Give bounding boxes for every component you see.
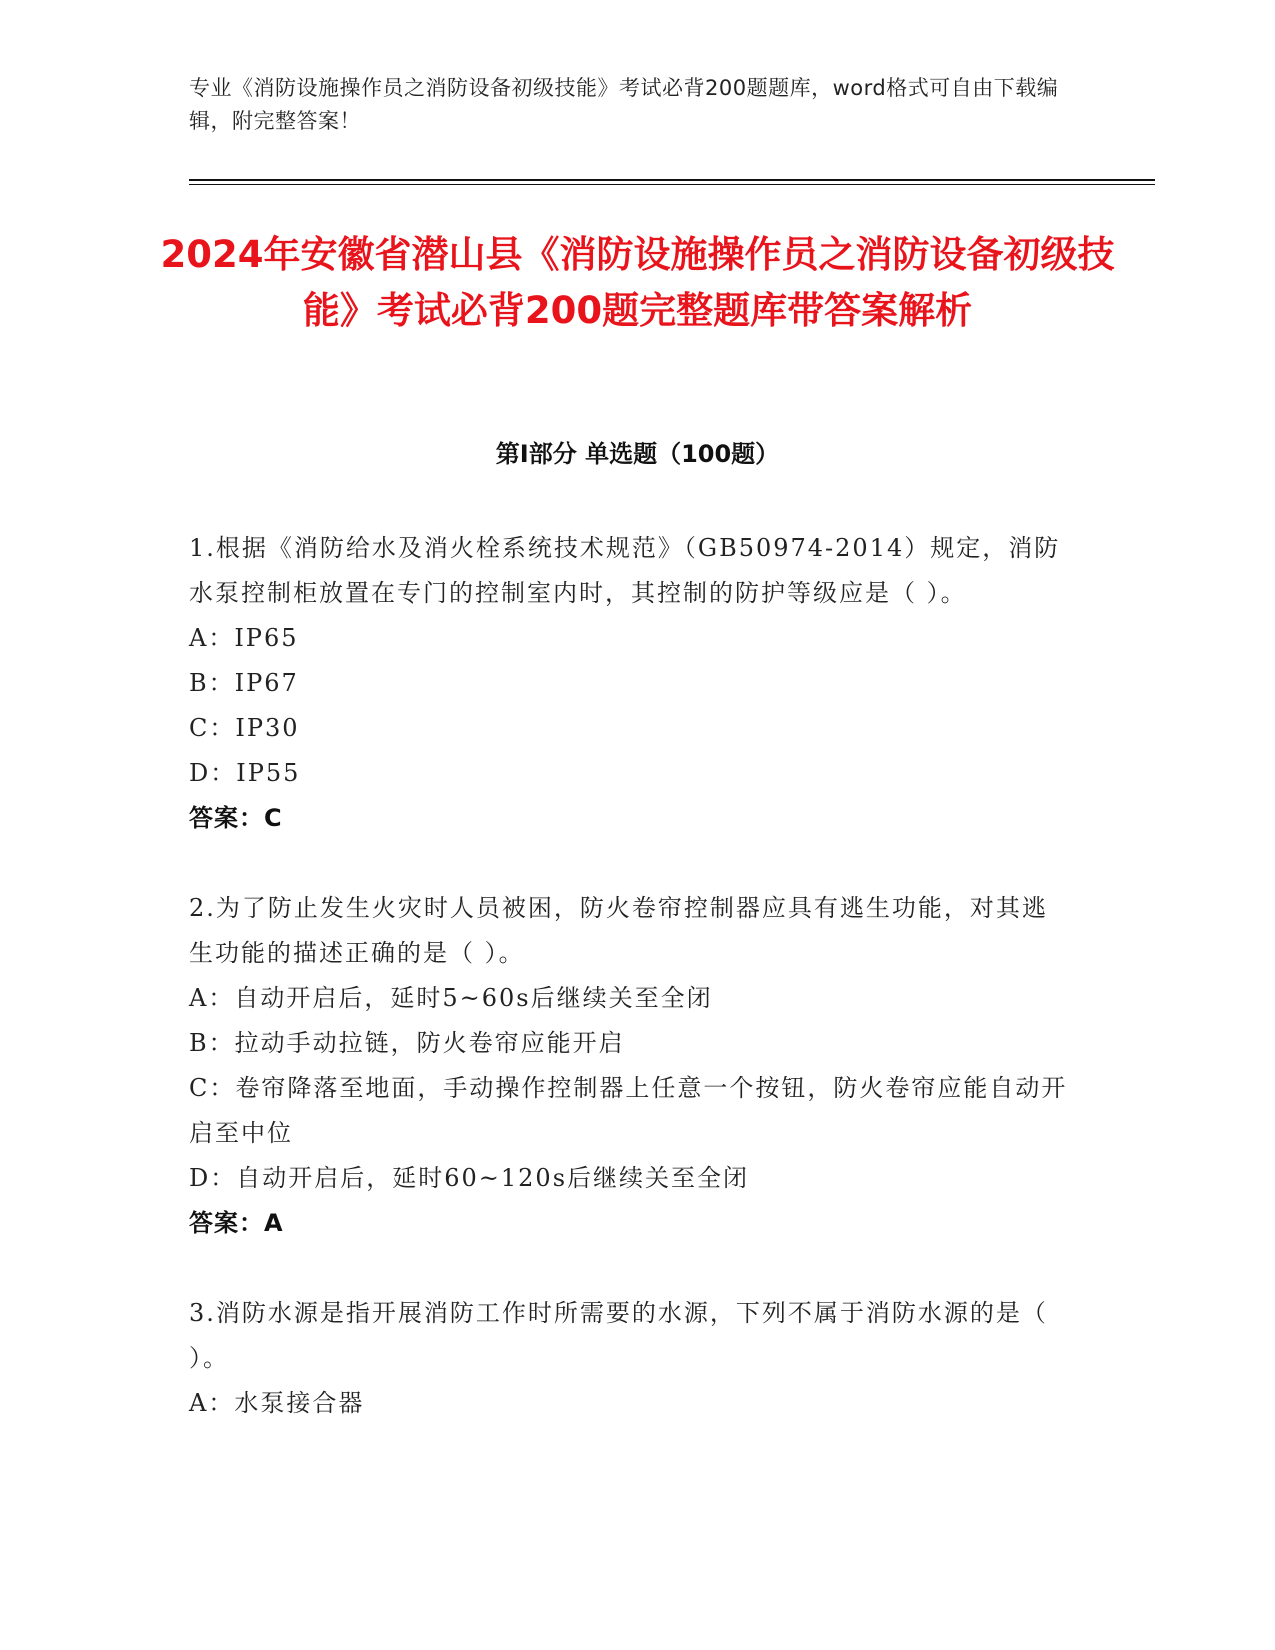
document-title: 2024年安徽省潜山县《消防设施操作员之消防设备初级技能》考试必背200题完整题库带答案解析: [160, 233, 1115, 332]
option-b: B：拉动手动拉链，防火卷帘应能开启: [189, 1029, 625, 1057]
option-c: C：卷帘降落至地面，手动操作控制器上任意一个按钮，防火卷帘应能自动开启至中位: [189, 1074, 1068, 1147]
header-divider-thick: [189, 179, 1155, 181]
header-divider-thin: [189, 184, 1155, 185]
question-spacer: [189, 841, 1069, 886]
question-list: [189, 526, 1069, 1426]
option-d: D：自动开启后，延时60~120s后继续关至全闭: [189, 1164, 750, 1192]
header-note: 专业《消防设施操作员之消防设备初级技能》考试必背200题题库，word格式可自由下载编辑，附完整答案！: [189, 76, 1059, 133]
question-stem: 1.根据《消防给水及消火栓系统技术规范》（GB50974-2014）规定，消防水泵控制柜放置在专门的控制室内时，其控制的防护等级应是（ ）。: [189, 534, 1061, 607]
option-c: C：IP30: [189, 714, 300, 742]
option-a: A：水泵接合器: [189, 1389, 365, 1417]
option-b: B：IP67: [189, 669, 299, 697]
question-spacer: [189, 1246, 1069, 1291]
question-stem: 3.消防水源是指开展消防工作时所需要的水源，下列不属于消防水源的是（ ）。: [189, 1299, 1048, 1372]
option-d: D：IP55: [189, 759, 301, 787]
question-1: [189, 526, 1069, 841]
question-3: [189, 1291, 1069, 1426]
option-a: A：IP65: [189, 624, 299, 652]
option-a: A：自动开启后，延时5~60s后继续关至全闭: [189, 984, 713, 1012]
answer: 答案：C: [189, 804, 283, 832]
question-2: [189, 886, 1069, 1246]
answer: 答案：A: [189, 1209, 284, 1237]
question-stem: 2.为了防止发生火灾时人员被困，防火卷帘控制器应具有逃生功能，对其逃生功能的描述正确的是（ ）。: [189, 894, 1048, 967]
section-heading: 第Ⅰ部分 单选题（100题）: [495, 440, 780, 468]
